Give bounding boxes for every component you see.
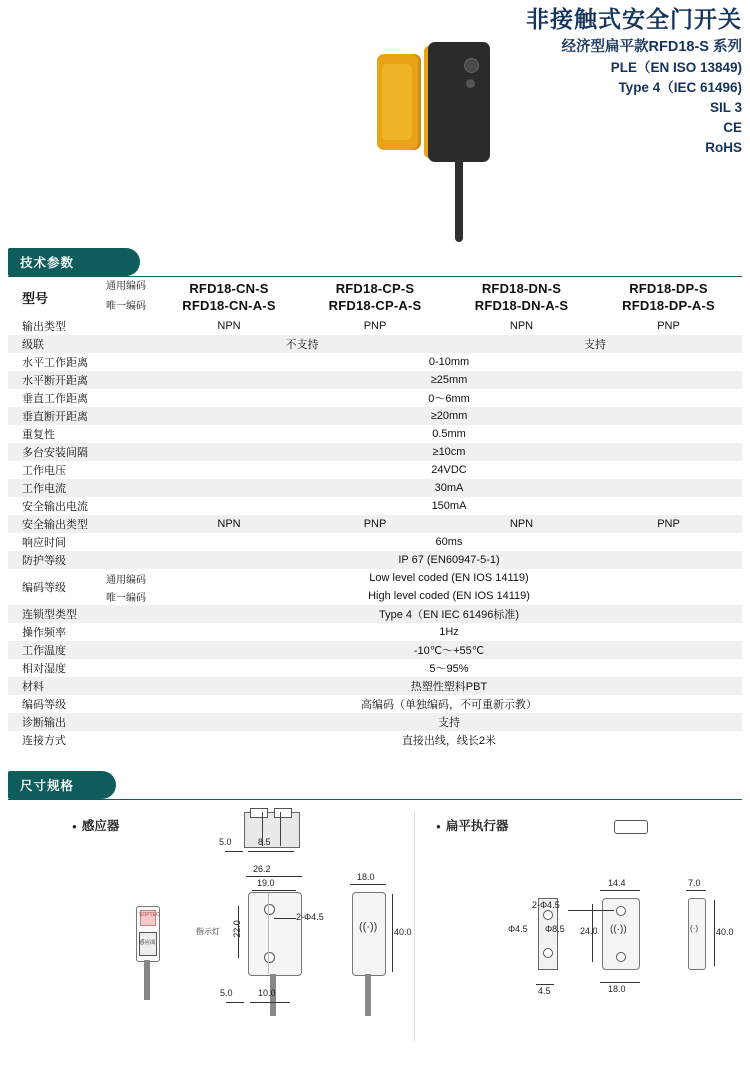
drawing-divider — [414, 812, 415, 1042]
row-label: 响应时间 — [22, 537, 66, 549]
model-1-unique: RFD18-CN-A-S — [182, 298, 276, 313]
row-label: 输出类型 — [22, 321, 66, 333]
table-row — [8, 389, 742, 407]
table-row — [8, 641, 742, 659]
dim-label-14-4: 14.4 — [608, 878, 626, 888]
spec-section-tag: 技术参数 — [8, 248, 140, 276]
table-row — [8, 551, 742, 569]
row-label: 材料 — [22, 681, 44, 693]
model-3-common: RFD18-DN-S — [481, 281, 562, 296]
row-label: 工作电流 — [22, 483, 66, 495]
dim-line-26-2 — [246, 876, 302, 877]
dim-line-5-0 — [225, 851, 243, 852]
table-row — [8, 659, 742, 677]
page-header — [0, 0, 750, 248]
dim-line-bottom-5-0 — [226, 1002, 244, 1003]
row-label: 级联 — [22, 339, 44, 351]
dim-line-4-5 — [536, 984, 554, 985]
table-row — [8, 353, 742, 371]
actuator-side-hole-2 — [543, 948, 553, 958]
dim-label-26-2: 26.2 — [253, 864, 271, 874]
sensor-mounting-hole-1 — [264, 904, 275, 915]
dim-label-top-left: 5.0 — [219, 837, 232, 847]
dim-line-18-0-actuator — [600, 982, 640, 983]
leader-line-hole — [274, 918, 296, 919]
row-label: 工作电压 — [22, 465, 66, 477]
code-unique-label: 唯一编码 — [106, 301, 146, 312]
model-2-common: RFD18-CP-S — [335, 281, 415, 296]
page-title: 非接触式安全门开关 — [526, 6, 742, 32]
actuator-side-hole-1 — [543, 910, 553, 920]
model-col-1 — [156, 277, 302, 317]
dimension-section-header — [8, 771, 742, 800]
sensor-body — [428, 42, 490, 162]
table-row — [8, 317, 742, 335]
row-label: 操作频率 — [22, 627, 66, 639]
sensor-indicator-large — [464, 58, 479, 73]
spec-table — [8, 277, 742, 749]
actuator-hole-1 — [616, 906, 626, 916]
row-value: PNP — [657, 518, 680, 530]
model-col-3 — [448, 277, 595, 317]
wave-icon-sensor: ((·)) — [359, 921, 378, 933]
dimension-drawings — [0, 806, 750, 1056]
sensor-drawing-title: ● 感应器 — [72, 816, 119, 834]
model-2-unique: RFD18-CP-A-S — [328, 298, 422, 313]
table-row — [8, 731, 742, 749]
row-value: 直接出线，线长2米 — [401, 735, 497, 747]
table-row — [8, 569, 742, 587]
actuator-face — [382, 64, 412, 140]
sensor-topview-notch-2 — [274, 808, 292, 818]
dim-label-phi-8-5: Φ8.5 — [545, 924, 565, 934]
dim-label-18-0-actuator: 18.0 — [608, 984, 626, 994]
dim-label-19-0: 19.0 — [257, 878, 275, 888]
row-label: 编码等级 — [22, 582, 66, 594]
dim-line-18-0-sensor — [350, 884, 386, 885]
dimension-section-tag: 尺寸规格 — [8, 771, 116, 799]
row-sublabel: 通用编码 — [106, 574, 146, 586]
dim-line-8-5 — [248, 851, 294, 852]
table-row — [8, 677, 742, 695]
table-row — [8, 713, 742, 731]
table-row — [8, 461, 742, 479]
dim-label-18-0: 18.0 — [357, 872, 375, 882]
table-row — [8, 371, 742, 389]
actuator-rightview — [688, 898, 706, 970]
row-label: 多台安装间隔 — [22, 447, 88, 459]
product-photo — [372, 32, 552, 242]
model-3-unique: RFD18-DN-A-S — [474, 298, 569, 313]
row-value: NPN — [509, 320, 534, 332]
table-row — [8, 479, 742, 497]
sensor-brand-text: SOPTEC — [139, 912, 160, 918]
row-sublabel: 唯一编码 — [106, 592, 146, 604]
row-value: IP 67 (EN60947-5-1) — [398, 554, 500, 566]
row-value: 0～6mm — [428, 393, 470, 405]
sensor-rightview-body — [352, 892, 386, 976]
row-value: 1Hz — [439, 626, 459, 638]
dim-line-7-0 — [686, 890, 706, 891]
cert-line-1: PLE（EN ISO 13849) — [610, 60, 742, 75]
cert-line-5: RoHS — [705, 140, 742, 155]
sensor-centerline — [268, 892, 269, 974]
page-subtitle: 经济型扁平款RFD18-S 系列 — [561, 39, 742, 55]
row-label: 编码等级 — [22, 699, 66, 711]
code-common-label: 通用编码 — [106, 281, 146, 292]
table-row — [8, 695, 742, 713]
table-row — [8, 443, 742, 461]
row-label: 工作温度 — [22, 645, 66, 657]
row-value: ≥10cm — [432, 446, 466, 458]
row-value: -10℃～+55℃ — [413, 645, 485, 657]
row-value: PNP — [657, 320, 680, 332]
actuator-hole-2 — [616, 952, 626, 962]
sensor-topview-notch-1 — [250, 808, 268, 818]
row-label: 重复性 — [22, 429, 55, 441]
dim-label-4-5: 4.5 — [538, 986, 551, 996]
row-value: 30mA — [434, 482, 464, 494]
row-label: 安全输出电流 — [22, 501, 88, 513]
dim-label-phi-4-5: Φ4.5 — [508, 924, 528, 934]
row-value: NPN — [217, 320, 241, 332]
dim-line-40-0-sensor — [392, 894, 393, 972]
row-value: High level coded (EN IOS 14119) — [368, 590, 530, 602]
sensor-cable — [455, 160, 463, 242]
model-4-common: RFD18-DP-S — [629, 281, 708, 296]
table-row — [8, 407, 742, 425]
sensor-face-text: 感应面 — [139, 940, 156, 946]
model-4-unique: RFD18-DP-A-S — [622, 298, 715, 313]
model-1-common: RFD18-CN-S — [189, 281, 269, 296]
model-col-4 — [595, 277, 742, 317]
actuator-drawing-title: ● 扁平执行器 — [436, 816, 508, 834]
sensor-mounting-hole-2 — [264, 952, 275, 963]
row-value: Low level coded (EN IOS 14119) — [369, 572, 529, 584]
row-value: 高编码（单独编码，不可重新示教） — [361, 699, 537, 711]
dim-label-24-0: 24.0 — [580, 926, 598, 936]
dim-label-22-0: 22.0 — [231, 920, 242, 938]
actuator-topview — [614, 820, 648, 834]
row-value: 不支持 — [285, 339, 319, 351]
row-value: 24VDC — [431, 464, 467, 476]
table-row-model — [8, 277, 742, 317]
row-label: 垂直断开距离 — [22, 411, 88, 423]
dim-line-bottom-10-0 — [250, 1002, 290, 1003]
row-value: NPN — [217, 518, 241, 530]
dim-label-40-0: 40.0 — [394, 927, 412, 937]
wave-icon-actuator-right: (·) — [690, 924, 698, 933]
row-label: 水平断开距离 — [22, 375, 88, 387]
dim-label-40-0-actuator: 40.0 — [716, 927, 734, 937]
dim-label-hole-actuator: 2-Φ4.5 — [532, 900, 560, 910]
dim-line-40-0-actuator — [714, 900, 715, 966]
header-text-block — [526, 4, 742, 158]
sensor-rightview-cable — [365, 974, 371, 1016]
row-label: 水平工作距离 — [22, 357, 88, 369]
row-value: PNP — [363, 320, 387, 332]
table-row — [8, 425, 742, 443]
cert-line-3: SIL 3 — [709, 100, 742, 115]
row-value: 150mA — [431, 500, 467, 512]
row-value: 60ms — [435, 536, 463, 548]
row-value: ≥20mm — [430, 410, 468, 422]
row-value: 支持 — [438, 717, 460, 729]
sensor-frontview-body — [248, 892, 302, 976]
row-value: 5～95% — [429, 663, 469, 675]
row-value: NPN — [509, 518, 534, 530]
model-code-type-cell — [96, 277, 156, 317]
table-row — [8, 605, 742, 623]
row-label: 安全输出类型 — [22, 519, 88, 531]
table-row — [8, 623, 742, 641]
sensor-topview-line-2 — [280, 812, 281, 846]
spec-section-header — [8, 248, 742, 277]
dim-label-bottom-10-0: 10.0 — [258, 988, 276, 998]
spec-table-body — [8, 277, 742, 749]
dim-label-hole-sensor: 2-Φ4.5 — [296, 912, 324, 922]
cert-line-2: Type 4（IEC 61496) — [618, 80, 742, 95]
dim-label-led: 指示灯 — [196, 927, 220, 936]
model-label-cell: 型号 — [22, 290, 49, 306]
row-label: 防护等级 — [22, 555, 66, 567]
row-value: ≥25mm — [430, 374, 468, 386]
row-value: 0.5mm — [432, 428, 466, 440]
leader-line-actuator-hole — [568, 910, 614, 911]
row-value: Type 4（EN IEC 61496标准) — [378, 609, 519, 621]
dim-label-bottom-5-0: 5.0 — [220, 988, 233, 998]
table-row — [8, 497, 742, 515]
sensor-sideview-cable — [144, 960, 150, 1000]
table-row — [8, 533, 742, 551]
table-row — [8, 587, 742, 605]
row-value: 热塑性塑料PBT — [410, 681, 488, 693]
row-label: 连锁型类型 — [22, 609, 77, 621]
dim-label-top-right: 8.5 — [258, 837, 271, 847]
row-value: 0-10mm — [428, 356, 470, 368]
dim-line-14-4 — [600, 890, 640, 891]
dim-label-7-0: 7.0 — [688, 878, 701, 888]
row-label: 垂直工作距离 — [22, 393, 88, 405]
row-value: 支持 — [584, 339, 606, 351]
table-row — [8, 515, 742, 533]
row-label: 诊断输出 — [22, 717, 66, 729]
row-label: 连接方式 — [22, 735, 66, 747]
table-row — [8, 335, 742, 353]
wave-icon-actuator: ((·)) — [610, 924, 627, 935]
model-col-2 — [302, 277, 448, 317]
sensor-indicator-small — [466, 79, 475, 88]
row-label: 相对湿度 — [22, 663, 66, 675]
row-value: PNP — [363, 518, 387, 530]
dim-line-19-0 — [252, 890, 296, 891]
cert-line-4: CE — [723, 120, 742, 135]
